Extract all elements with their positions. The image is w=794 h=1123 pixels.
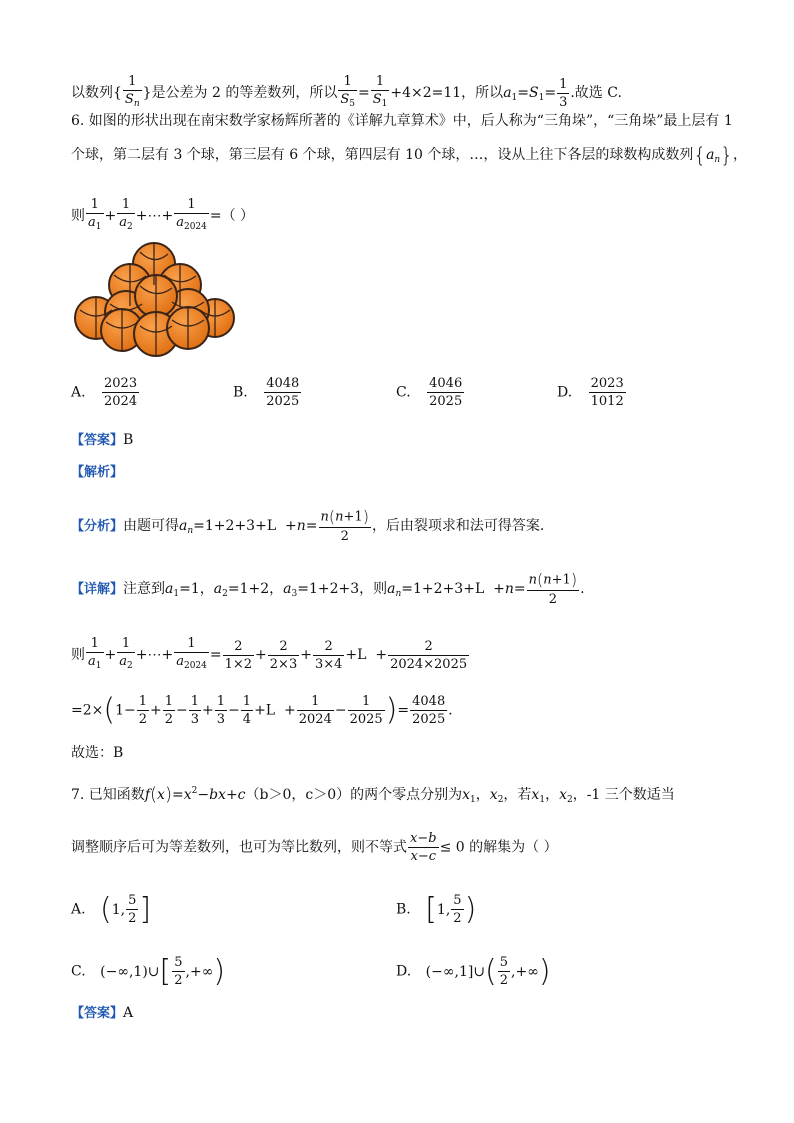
solution-line-prev: 以数列{ $\frac{1}{S_n}$ }是公差为 2 的等差数列，所以 $\frac{1}{S_5}$ = $\frac{1}{S_1}$ +4×2=11，所以$a_1=S_1=$ $\frac{1}{3}$ .故选 C. <box>71 74 622 110</box>
q6-xiangjie: 【详解】注意到$a_1=1$，$a_2=1+2$，$a_3=1+2+3$，则$a_n=1+2+3+L +n=$ $\frac{n(n+1)}{2}$ . <box>71 570 585 607</box>
ball-pyramid-image <box>70 240 235 360</box>
q7-answer: 【答案】A <box>71 1005 134 1021</box>
q6-option-a[interactable]: A. $\frac{2023}{2024}$ <box>71 376 138 409</box>
q6-stem-line1: 6. 如图的形状出现在南宋数学家杨辉所著的《详解九章算术》中，后人称为“三角垛”，“三角垛”最上层有 1 <box>71 113 733 129</box>
q7-option-d[interactable]: D. (−∞,1]∪( $\frac{5}{2}$ ,+∞) <box>396 953 551 989</box>
q7-stem-line2: 调整顺序后可为等差数列，也可为等比数列，则不等式 $\frac{x-b}{x-c}$ ≤ 0 的解集为（ ） <box>71 831 558 864</box>
q6-answer: 【答案】B <box>71 432 134 448</box>
q7-option-b[interactable]: B. [1, $\frac{5}{2}$ ) <box>396 891 477 927</box>
q7-option-a[interactable]: A. (1, $\frac{5}{2}$ ] <box>71 891 152 927</box>
q6-question-expression: 则 $\frac{1}{a_1}$ + $\frac{1}{a_2}$ +⋯+ $\frac{1}{a_{2024}}$ =（ ） <box>71 197 255 232</box>
q7-option-c[interactable]: C. (−∞,1)∪[ $\frac{5}{2}$ ,+∞) <box>71 953 226 989</box>
q6-choose: 故选：B <box>71 745 124 761</box>
q6-option-d[interactable]: D. $\frac{2023}{1012}$ <box>557 376 624 409</box>
q6-derivation-line2: =2×(1− $\frac{1}{2}$ + $\frac{1}{2}$ − $\frac{1}{3}$ + $\frac{1}{3}$ − $\frac{1}{4}$ +L + $\frac{1}{2024}$ − $\frac{1}{2025}$ )= $\frac{4048}{2025}$ . <box>71 692 453 728</box>
q6-option-b[interactable]: B. $\frac{4048}{2025}$ <box>233 376 300 409</box>
q6-analysis-heading: 【解析】 <box>71 465 124 480</box>
q6-fenxi: 【分析】由题可得$a_n=1+2+3+L +n=$ $\frac{n(n+1)}{2}$ ，后由裂项求和法可得答案. <box>71 507 545 544</box>
q6-derivation-line1: 则 $\frac{1}{a_1}$ + $\frac{1}{a_2}$ +⋯+ $\frac{1}{a_{2024}}$ = $\frac{2}{1\times 2}$ + $\frac{2}{2\times 3}$ + $\frac{2}{3\times 4}$ +L + $\frac{2}{2024\times 2025}$ <box>71 636 468 672</box>
q6-option-c[interactable]: C. $\frac{4046}{2025}$ <box>396 376 463 409</box>
q6-stem-line2: 个球，第二层有 3 个球，第三层有 6 个球，第四层有 10 个球，…，设从上往下各层的球数构成数列$\{a_n\}$， <box>71 143 747 167</box>
q7-stem-line1: 7. 已知函数$f(x)=x^2-bx+c(b>0$，c＞0）的两个零点分别为$x_1$，$x_2$，若$x_1$，$x_2$，-1 三个数适当 <box>71 784 675 805</box>
